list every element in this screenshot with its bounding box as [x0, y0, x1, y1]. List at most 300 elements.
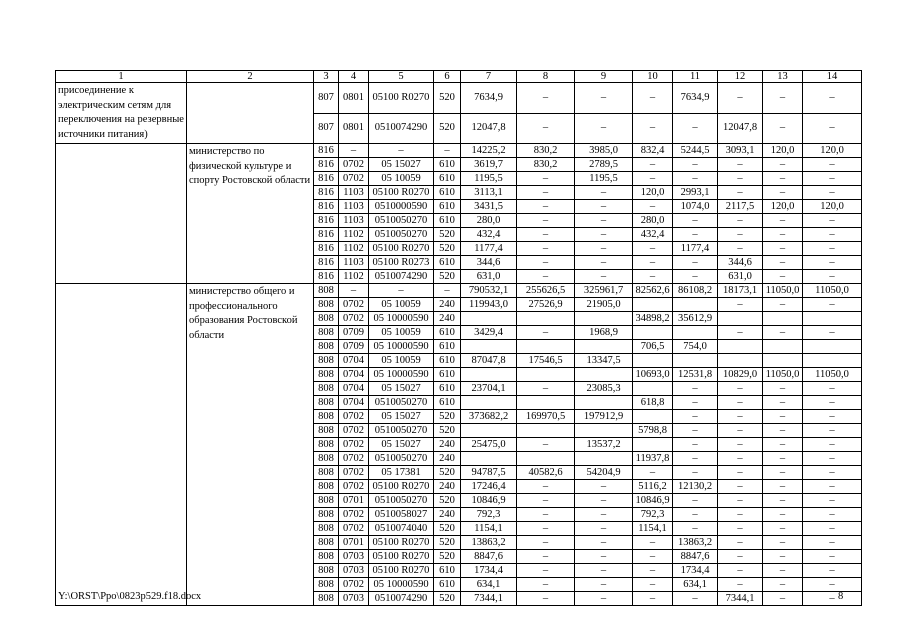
table-cell-col-4: 0702: [339, 452, 369, 466]
table-cell-col-3: 816: [314, 256, 339, 270]
table-row: [56, 83, 862, 114]
table-cell-col-5: 05 10059: [369, 326, 434, 340]
table-cell-col-3: 816: [314, 228, 339, 242]
table-cell-col-13: –: [763, 438, 803, 452]
table-cell-col-7: 25475,0: [461, 438, 517, 452]
table-cell-col-6: 610: [434, 326, 461, 340]
table-cell-col-12: –: [718, 452, 763, 466]
table-cell-col-3: 808: [314, 480, 339, 494]
table-cell-col-7: 3619,7: [461, 158, 517, 172]
table-cell-col-12: 2117,5: [718, 200, 763, 214]
table-cell-col-9: –: [575, 228, 633, 242]
table-cell-col-9: –: [575, 200, 633, 214]
table-cell-col-3: 808: [314, 508, 339, 522]
table-cell-col-3: 808: [314, 326, 339, 340]
table-cell-col-5: 0510050270: [369, 228, 434, 242]
table-cell-col-12: –: [718, 298, 763, 312]
table-cell-col-6: 520: [434, 83, 461, 114]
table-cell-col-8: 17546,5: [517, 354, 575, 368]
table-cell-col-10: –: [633, 200, 673, 214]
table-cell-col-14: [803, 312, 862, 326]
table-cell-col-11: 35612,9: [673, 312, 718, 326]
table-cell-col-3: 808: [314, 564, 339, 578]
table-cell-col-5: 05 10000590: [369, 340, 434, 354]
table-cell-col-4: 0702: [339, 508, 369, 522]
table-cell-col-7: 1734,4: [461, 564, 517, 578]
table-cell-col-8: [517, 424, 575, 438]
table-cell-col-11: –: [673, 522, 718, 536]
table-cell-col-5: 05 15027: [369, 438, 434, 452]
group-description-cell: [56, 284, 187, 606]
table-cell-col-10: –: [633, 564, 673, 578]
table-cell-col-5: 05 15027: [369, 382, 434, 396]
table-cell-col-8: 830,2: [517, 158, 575, 172]
table-cell-col-10: –: [633, 466, 673, 480]
table-cell-col-4: 0702: [339, 480, 369, 494]
table-cell-col-9: [575, 452, 633, 466]
table-cell-col-5: 05100 R0270: [369, 83, 434, 114]
table-cell-col-4: 1102: [339, 242, 369, 256]
table-cell-col-10: 11937,8: [633, 452, 673, 466]
table-cell-col-12: –: [718, 536, 763, 550]
table-cell-col-9: 13537,2: [575, 438, 633, 452]
table-cell-col-11: 1177,4: [673, 242, 718, 256]
table-cell-col-8: –: [517, 522, 575, 536]
table-header: [56, 71, 862, 83]
table-cell-col-12: –: [718, 438, 763, 452]
table-cell-col-9: 197912,9: [575, 410, 633, 424]
table-cell-col-14: [803, 354, 862, 368]
column-header-11: 11: [673, 71, 718, 83]
table-cell-col-5: 0510050270: [369, 214, 434, 228]
table-cell-col-7: 119943,0: [461, 298, 517, 312]
table-cell-col-5: 0510000590: [369, 200, 434, 214]
table-cell-col-9: –: [575, 256, 633, 270]
table-cell-col-14: –: [803, 438, 862, 452]
table-cell-col-12: –: [718, 172, 763, 186]
table-cell-col-3: 808: [314, 466, 339, 480]
table-cell-col-10: –: [633, 578, 673, 592]
table-cell-col-4: 0703: [339, 564, 369, 578]
table-cell-col-4: 0709: [339, 326, 369, 340]
table-cell-col-8: 169970,5: [517, 410, 575, 424]
column-header-13: 13: [763, 71, 803, 83]
table-cell-col-13: –: [763, 83, 803, 114]
table-cell-col-7: 1195,5: [461, 172, 517, 186]
table-cell-col-6: 610: [434, 382, 461, 396]
table-cell-col-3: 816: [314, 200, 339, 214]
table-cell-col-12: –: [718, 480, 763, 494]
table-cell-col-11: –: [673, 270, 718, 284]
table-cell-col-7: 23704,1: [461, 382, 517, 396]
table-cell-col-8: –: [517, 536, 575, 550]
table-cell-col-9: –: [575, 550, 633, 564]
table-cell-col-14: –: [803, 186, 862, 200]
table-cell-col-13: –: [763, 592, 803, 606]
table-cell-col-13: [763, 354, 803, 368]
column-header-14: 14: [803, 71, 862, 83]
table-cell-col-6: 240: [434, 452, 461, 466]
table-cell-col-4: 0704: [339, 368, 369, 382]
table-cell-col-11: [673, 298, 718, 312]
table-cell-col-4: 0702: [339, 424, 369, 438]
table-cell-col-5: 05 10000590: [369, 368, 434, 382]
table-cell-col-3: 808: [314, 396, 339, 410]
table-cell-col-14: –: [803, 214, 862, 228]
table-cell-col-6: 520: [434, 522, 461, 536]
table-cell-col-11: –: [673, 113, 718, 144]
table-cell-col-14: –: [803, 228, 862, 242]
table-cell-col-9: 54204,9: [575, 466, 633, 480]
table-cell-col-12: 10829,0: [718, 368, 763, 382]
table-cell-col-4: 0704: [339, 354, 369, 368]
table-cell-col-4: 0702: [339, 522, 369, 536]
table-cell-col-4: –: [339, 144, 369, 158]
table-cell-col-13: –: [763, 158, 803, 172]
table-cell-col-11: –: [673, 172, 718, 186]
table-cell-col-13: 120,0: [763, 200, 803, 214]
table-cell-col-9: –: [575, 522, 633, 536]
table-cell-col-13: [763, 340, 803, 354]
column-header-2: 2: [187, 71, 314, 83]
table-cell-col-14: 120,0: [803, 144, 862, 158]
table-cell-col-10: 120,0: [633, 186, 673, 200]
table-cell-col-4: 0701: [339, 494, 369, 508]
table-cell-col-11: 12130,2: [673, 480, 718, 494]
table-cell-col-4: 0801: [339, 83, 369, 114]
table-cell-col-4: 0704: [339, 382, 369, 396]
table-cell-col-14: –: [803, 578, 862, 592]
table-cell-col-6: 520: [434, 242, 461, 256]
table-cell-col-13: [763, 312, 803, 326]
table-cell-col-12: –: [718, 508, 763, 522]
table-cell-col-11: –: [673, 438, 718, 452]
table-cell-col-12: –: [718, 466, 763, 480]
table-cell-col-9: –: [575, 564, 633, 578]
table-cell-col-5: –: [369, 284, 434, 298]
table-cell-col-7: 280,0: [461, 214, 517, 228]
table-cell-col-3: 808: [314, 592, 339, 606]
table-body: [56, 83, 862, 606]
table-cell-col-5: 05 15027: [369, 410, 434, 424]
table-cell-col-12: –: [718, 550, 763, 564]
table-cell-col-4: 0703: [339, 550, 369, 564]
table-cell-col-4: 0702: [339, 578, 369, 592]
table-cell-col-11: 1734,4: [673, 564, 718, 578]
table-cell-col-14: –: [803, 242, 862, 256]
table-cell-col-12: –: [718, 396, 763, 410]
table-cell-col-6: 610: [434, 200, 461, 214]
table-cell-col-4: 0702: [339, 466, 369, 480]
table-cell-col-9: –: [575, 83, 633, 114]
table-cell-col-11: 13863,2: [673, 536, 718, 550]
table-cell-col-14: –: [803, 550, 862, 564]
table-cell-col-11: –: [673, 158, 718, 172]
table-cell-col-13: –: [763, 298, 803, 312]
table-cell-col-4: 0702: [339, 298, 369, 312]
table-cell-col-4: 0801: [339, 113, 369, 144]
table-cell-col-8: –: [517, 480, 575, 494]
table-cell-col-9: [575, 424, 633, 438]
table-cell-col-13: –: [763, 550, 803, 564]
table-cell-col-8: –: [517, 326, 575, 340]
table-cell-col-12: –: [718, 228, 763, 242]
table-cell-col-14: –: [803, 172, 862, 186]
table-cell-col-12: –: [718, 382, 763, 396]
table-cell-col-8: 255626,5: [517, 284, 575, 298]
table-cell-col-13: –: [763, 424, 803, 438]
table-cell-col-14: –: [803, 564, 862, 578]
table-cell-col-12: –: [718, 326, 763, 340]
table-row: [56, 144, 862, 158]
table-cell-col-14: –: [803, 382, 862, 396]
table-cell-col-3: 807: [314, 83, 339, 114]
table-cell-col-9: [575, 340, 633, 354]
table-cell-col-5: 05 10000590: [369, 578, 434, 592]
table-cell-col-5: 0510058027: [369, 508, 434, 522]
table-cell-col-10: [633, 438, 673, 452]
table-cell-col-7: [461, 312, 517, 326]
table-cell-col-4: 0703: [339, 592, 369, 606]
table-cell-col-10: 280,0: [633, 214, 673, 228]
table-cell-col-11: –: [673, 382, 718, 396]
table-cell-col-5: 0510074290: [369, 113, 434, 144]
table-cell-col-8: [517, 396, 575, 410]
table-cell-col-10: –: [633, 113, 673, 144]
table-cell-col-3: 808: [314, 354, 339, 368]
table-cell-col-8: –: [517, 214, 575, 228]
table-cell-col-12: –: [718, 83, 763, 114]
table-cell-col-7: 1177,4: [461, 242, 517, 256]
table-cell-col-11: –: [673, 396, 718, 410]
table-cell-col-6: 240: [434, 508, 461, 522]
table-cell-col-11: –: [673, 424, 718, 438]
table-cell-col-12: –: [718, 494, 763, 508]
table-cell-col-5: 0510050270: [369, 396, 434, 410]
table-cell-col-13: –: [763, 410, 803, 424]
table-cell-col-9: 1195,5: [575, 172, 633, 186]
table-cell-col-13: –: [763, 270, 803, 284]
table-cell-col-11: 8847,6: [673, 550, 718, 564]
table-cell-col-11: 634,1: [673, 578, 718, 592]
table-cell-col-3: 816: [314, 144, 339, 158]
table-cell-col-11: 7634,9: [673, 83, 718, 114]
table-cell-col-9: –: [575, 113, 633, 144]
table-cell-col-6: 520: [434, 536, 461, 550]
table-cell-col-14: –: [803, 592, 862, 606]
table-cell-col-10: 5798,8: [633, 424, 673, 438]
column-header-6: 6: [434, 71, 461, 83]
table-cell-col-5: 05100 R0273: [369, 256, 434, 270]
table-cell-col-8: –: [517, 382, 575, 396]
table-cell-col-10: –: [633, 256, 673, 270]
table-cell-col-14: 11050,0: [803, 368, 862, 382]
table-cell-col-13: –: [763, 508, 803, 522]
table-cell-col-14: –: [803, 83, 862, 114]
table-cell-col-8: [517, 368, 575, 382]
table-cell-col-9: –: [575, 214, 633, 228]
table-cell-col-3: 808: [314, 312, 339, 326]
table-cell-col-5: 0510074040: [369, 522, 434, 536]
table-cell-col-8: –: [517, 256, 575, 270]
table-cell-col-11: 12531,8: [673, 368, 718, 382]
table-cell-col-10: [633, 382, 673, 396]
column-header-10: 10: [633, 71, 673, 83]
table-cell-col-14: –: [803, 480, 862, 494]
table-cell-col-5: 05 10059: [369, 172, 434, 186]
table-cell-col-12: 18173,1: [718, 284, 763, 298]
table-cell-col-3: 816: [314, 214, 339, 228]
table-cell-col-7: 10846,9: [461, 494, 517, 508]
table-cell-col-14: –: [803, 536, 862, 550]
table-cell-col-8: –: [517, 564, 575, 578]
table-cell-col-7: 17246,4: [461, 480, 517, 494]
table-cell-col-7: 14225,2: [461, 144, 517, 158]
table-cell-col-4: 0702: [339, 410, 369, 424]
table-cell-col-12: –: [718, 410, 763, 424]
table-cell-col-4: 0702: [339, 172, 369, 186]
table-cell-col-9: –: [575, 186, 633, 200]
table-cell-col-5: 0510074290: [369, 592, 434, 606]
table-cell-col-6: 610: [434, 186, 461, 200]
column-header-9: 9: [575, 71, 633, 83]
table-cell-col-6: 520: [434, 113, 461, 144]
budget-table: [55, 70, 862, 606]
table-cell-col-5: 05 10000590: [369, 312, 434, 326]
table-cell-col-13: –: [763, 214, 803, 228]
table-cell-col-9: [575, 396, 633, 410]
page-number: 8: [838, 591, 844, 602]
table-cell-col-9: –: [575, 480, 633, 494]
table-cell-col-5: –: [369, 144, 434, 158]
table-cell-col-12: 344,6: [718, 256, 763, 270]
table-cell-col-3: 808: [314, 494, 339, 508]
table-cell-col-6: 520: [434, 494, 461, 508]
table-cell-col-10: –: [633, 83, 673, 114]
table-cell-col-13: –: [763, 494, 803, 508]
group-description-cell: [56, 144, 187, 284]
table-cell-col-5: 0510050270: [369, 452, 434, 466]
table-cell-col-8: –: [517, 550, 575, 564]
table-cell-col-12: –: [718, 186, 763, 200]
table-cell-col-4: 1103: [339, 186, 369, 200]
table-cell-col-5: 05100 R0270: [369, 536, 434, 550]
table-cell-col-3: 808: [314, 382, 339, 396]
table-cell-col-6: 520: [434, 592, 461, 606]
table-cell-col-7: 344,6: [461, 256, 517, 270]
table-cell-col-7: 87047,8: [461, 354, 517, 368]
table-cell-col-7: [461, 452, 517, 466]
table-cell-col-8: –: [517, 494, 575, 508]
table-cell-col-3: 808: [314, 410, 339, 424]
table-cell-col-7: 13863,2: [461, 536, 517, 550]
ministry-name-cell: [187, 83, 314, 144]
table-cell-col-6: 610: [434, 354, 461, 368]
table-cell-col-10: –: [633, 158, 673, 172]
table-cell-col-11: 754,0: [673, 340, 718, 354]
table-cell-col-9: –: [575, 592, 633, 606]
table-cell-col-10: [633, 326, 673, 340]
table-cell-col-4: 1103: [339, 200, 369, 214]
table-cell-col-12: [718, 354, 763, 368]
table-cell-col-9: 2789,5: [575, 158, 633, 172]
table-cell-col-7: 631,0: [461, 270, 517, 284]
table-cell-col-14: –: [803, 452, 862, 466]
table-cell-col-6: 610: [434, 214, 461, 228]
table-cell-col-4: 1103: [339, 256, 369, 270]
column-header-8: 8: [517, 71, 575, 83]
table-cell-col-11: –: [673, 214, 718, 228]
table-cell-col-4: 0702: [339, 158, 369, 172]
table-cell-col-10: –: [633, 172, 673, 186]
table-cell-col-14: –: [803, 256, 862, 270]
table-cell-col-3: 808: [314, 536, 339, 550]
table-cell-col-7: 432,4: [461, 228, 517, 242]
table-cell-col-6: 610: [434, 564, 461, 578]
table-cell-col-12: 7344,1: [718, 592, 763, 606]
table-cell-col-6: 610: [434, 256, 461, 270]
table-cell-col-5: 05100 R0270: [369, 480, 434, 494]
table-cell-col-13: 11050,0: [763, 368, 803, 382]
table-cell-col-9: –: [575, 508, 633, 522]
table-cell-col-5: 0510050270: [369, 424, 434, 438]
table-cell-col-13: –: [763, 382, 803, 396]
table-cell-col-7: 373682,2: [461, 410, 517, 424]
table-cell-col-8: –: [517, 83, 575, 114]
table-cell-col-7: [461, 368, 517, 382]
table-cell-col-14: –: [803, 508, 862, 522]
table-cell-col-10: 618,8: [633, 396, 673, 410]
table-cell-col-6: 520: [434, 270, 461, 284]
table-cell-col-13: –: [763, 578, 803, 592]
table-cell-col-13: –: [763, 452, 803, 466]
table-cell-col-14: –: [803, 298, 862, 312]
table-cell-col-6: 610: [434, 340, 461, 354]
table-cell-col-4: 1103: [339, 214, 369, 228]
table-cell-col-9: –: [575, 494, 633, 508]
table-cell-col-13: –: [763, 242, 803, 256]
table-cell-col-13: –: [763, 186, 803, 200]
table-cell-col-6: 520: [434, 466, 461, 480]
table-cell-col-12: –: [718, 214, 763, 228]
column-header-12: 12: [718, 71, 763, 83]
table-cell-col-7: 3429,4: [461, 326, 517, 340]
table-cell-col-8: –: [517, 186, 575, 200]
table-cell-col-5: 05100 R0270: [369, 550, 434, 564]
table-cell-col-5: 05 15027: [369, 158, 434, 172]
table-cell-col-4: 0704: [339, 396, 369, 410]
table-cell-col-10: [633, 298, 673, 312]
table-cell-col-9: –: [575, 536, 633, 550]
column-header-4: 4: [339, 71, 369, 83]
table-cell-col-12: 631,0: [718, 270, 763, 284]
table-cell-col-4: 1102: [339, 228, 369, 242]
table-cell-col-13: 120,0: [763, 144, 803, 158]
table-cell-col-7: 1154,1: [461, 522, 517, 536]
table-cell-col-4: –: [339, 284, 369, 298]
table-cell-col-3: 808: [314, 578, 339, 592]
table-cell-col-7: 8847,6: [461, 550, 517, 564]
table-cell-col-6: 240: [434, 438, 461, 452]
table-cell-col-14: –: [803, 466, 862, 480]
table-cell-col-14: –: [803, 396, 862, 410]
table-cell-col-3: 808: [314, 298, 339, 312]
table-cell-col-5: 05 10059: [369, 298, 434, 312]
table-cell-col-10: 10693,0: [633, 368, 673, 382]
table-cell-col-9: 13347,5: [575, 354, 633, 368]
table-cell-col-10: 1154,1: [633, 522, 673, 536]
table-cell-col-9: –: [575, 578, 633, 592]
